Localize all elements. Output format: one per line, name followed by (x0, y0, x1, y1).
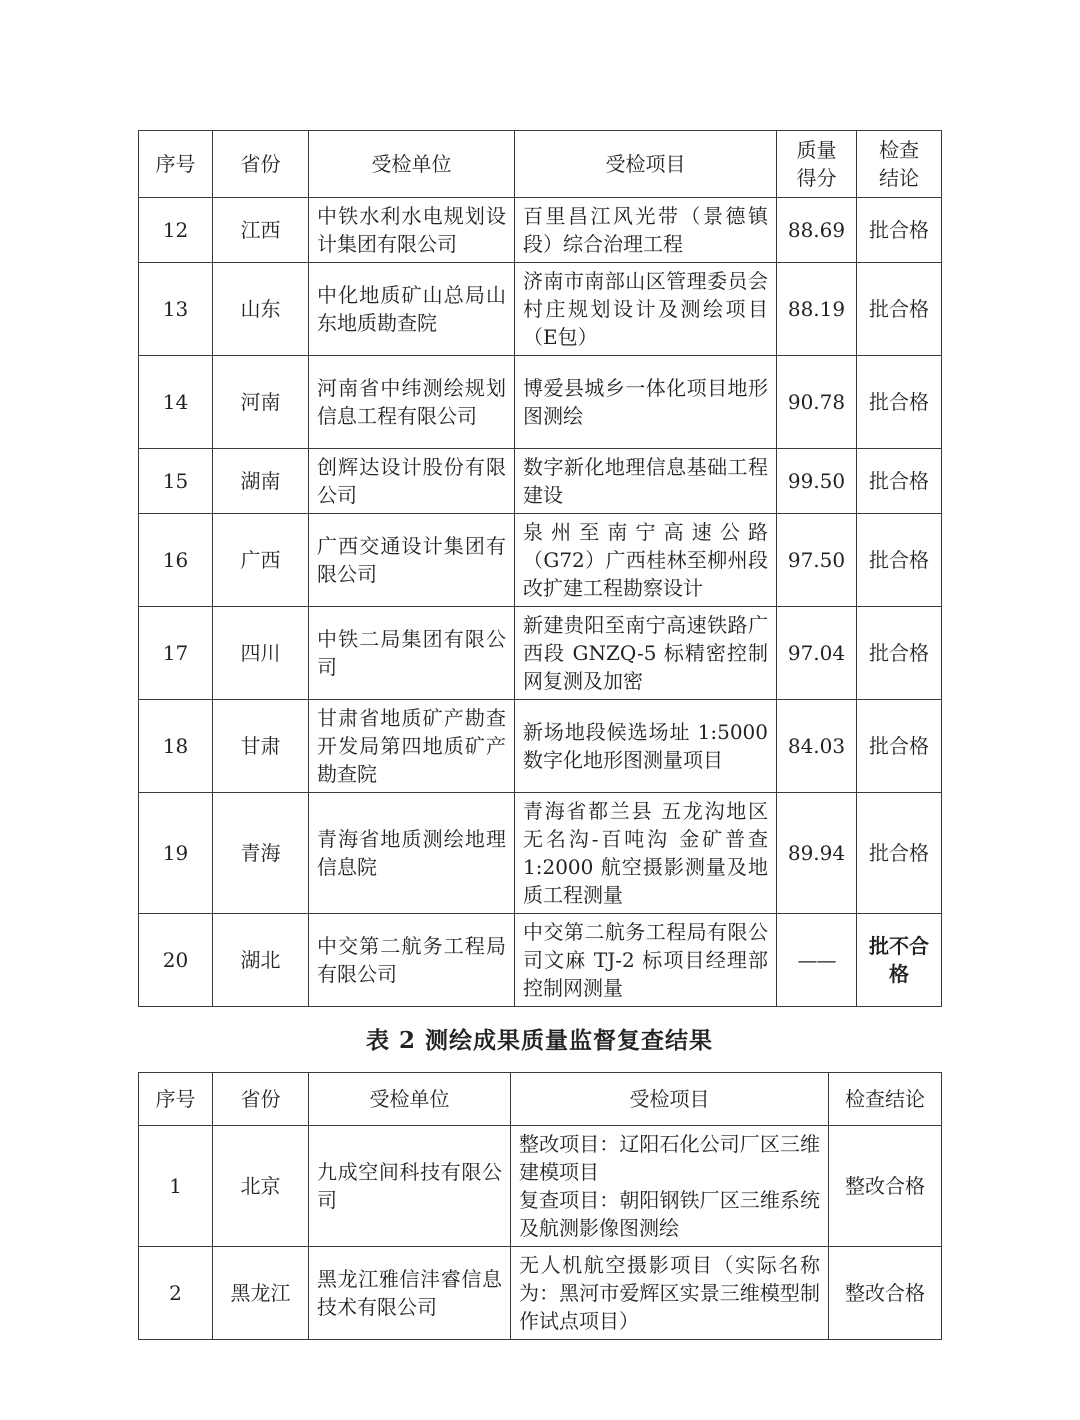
row-conclusion: 批合格 (857, 607, 942, 700)
row-project: 数字新化地理信息基础工程建设 (515, 449, 777, 514)
row-province: 河南 (213, 356, 309, 449)
review-project: 复查项目：朝阳钢铁厂区三维系统及航测影像图测绘 (519, 1188, 820, 1240)
row-unit: 中交第二航务工程局有限公司 (309, 914, 515, 1007)
row-unit: 青海省地质测绘地理信息院 (309, 793, 515, 914)
row-unit: 中化地质矿山总局山东地质勘查院 (309, 263, 515, 356)
row-score: 84.03 (777, 700, 857, 793)
table-row (139, 1126, 942, 1247)
table-caption: 表 2 测绘成果质量监督复查结果 (365, 1027, 714, 1054)
row-conclusion: 整改合格 (829, 1126, 942, 1247)
header-no: 序号 (139, 1073, 213, 1126)
row-province: 江西 (213, 198, 309, 263)
header-unit: 受检单位 (309, 1073, 511, 1126)
row-no: 16 (139, 514, 213, 607)
row-conclusion: 批合格 (857, 793, 942, 914)
row-no: 2 (139, 1247, 213, 1340)
row-no: 15 (139, 449, 213, 514)
header-score: 质量 得分 (777, 131, 857, 198)
row-project: 无人机航空摄影项目（实际名称为：黑河市爱辉区实景三维模型制作试点项目） (511, 1247, 829, 1340)
row-province: 甘肃 (213, 700, 309, 793)
row-no: 13 (139, 263, 213, 356)
row-no: 12 (139, 198, 213, 263)
table-row (139, 607, 942, 700)
row-project: 中交第二航务工程局有限公司文麻 TJ-2 标项目经理部控制网测量 (515, 914, 777, 1007)
header-unit: 受检单位 (309, 131, 515, 198)
row-unit: 创辉达设计股份有限公司 (309, 449, 515, 514)
row-no: 14 (139, 356, 213, 449)
row-province: 青海 (213, 793, 309, 914)
row-project: 新场地段候选场址 1:5000 数字化地形图测量项目 (515, 700, 777, 793)
table-row (139, 449, 942, 514)
row-unit: 中铁水利水电规划设计集团有限公司 (309, 198, 515, 263)
header-project: 受检项目 (511, 1073, 829, 1126)
row-score: 90.78 (777, 356, 857, 449)
row-conclusion: 批合格 (857, 198, 942, 263)
rectify-project: 整改项目：辽阳石化公司厂区三维建模项目 (519, 1132, 820, 1184)
header-province: 省份 (213, 1073, 309, 1126)
row-conclusion: 批合格 (857, 356, 942, 449)
header-project: 受检项目 (515, 131, 777, 198)
header-conclusion: 检查 结论 (857, 131, 942, 198)
table-header-row (139, 131, 942, 198)
row-unit: 中铁二局集团有限公司 (309, 607, 515, 700)
row-province: 广西 (213, 514, 309, 607)
row-project: 博爱县城乡一体化项目地形图测绘 (515, 356, 777, 449)
row-province: 黑龙江 (213, 1247, 309, 1340)
row-no: 17 (139, 607, 213, 700)
row-score: 88.69 (777, 198, 857, 263)
row-project: 济南市南部山区管理委员会村庄规划设计及测绘项目（E包） (515, 263, 777, 356)
row-score: 97.50 (777, 514, 857, 607)
table-row (139, 700, 942, 793)
row-project: 新建贵阳至南宁高速铁路广西段 GNZQ-5 标精密控制网复测及加密 (515, 607, 777, 700)
row-score: 88.19 (777, 263, 857, 356)
row-unit: 广西交通设计集团有限公司 (309, 514, 515, 607)
row-project: 泉州至南宁高速公路（G72）广西桂林至柳州段改扩建工程勘察设计 (515, 514, 777, 607)
table-row (139, 514, 942, 607)
table-row (139, 793, 942, 914)
table-row (139, 914, 942, 1007)
row-no: 19 (139, 793, 213, 914)
row-project (511, 1126, 829, 1247)
row-unit: 甘肃省地质矿产勘查开发局第四地质矿产勘查院 (309, 700, 515, 793)
row-unit: 黑龙江雅信沣睿信息技术有限公司 (309, 1247, 511, 1340)
header-province: 省份 (213, 131, 309, 198)
header-no: 序号 (139, 131, 213, 198)
review-result-table (138, 1072, 942, 1340)
table-row (139, 198, 942, 263)
row-no: 18 (139, 700, 213, 793)
row-province: 四川 (213, 607, 309, 700)
table-row (139, 263, 942, 356)
row-province: 北京 (213, 1126, 309, 1247)
table-header-row (139, 1073, 942, 1126)
row-score: 99.50 (777, 449, 857, 514)
row-province: 湖南 (213, 449, 309, 514)
row-province: 山东 (213, 263, 309, 356)
table-row (139, 1247, 942, 1340)
row-unit: 河南省中纬测绘规划信息工程有限公司 (309, 356, 515, 449)
row-conclusion: 批不合格 (857, 914, 942, 1007)
row-no: 1 (139, 1126, 213, 1247)
row-conclusion: 批合格 (857, 514, 942, 607)
row-conclusion: 批合格 (857, 263, 942, 356)
row-conclusion: 批合格 (857, 449, 942, 514)
row-conclusion: 整改合格 (829, 1247, 942, 1340)
table-row (139, 356, 942, 449)
row-no: 20 (139, 914, 213, 1007)
row-project: 百里昌江风光带（景德镇段）综合治理工程 (515, 198, 777, 263)
row-score: 89.94 (777, 793, 857, 914)
row-unit: 九成空间科技有限公司 (309, 1126, 511, 1247)
row-conclusion: 批合格 (857, 700, 942, 793)
row-project: 青海省都兰县 五龙沟地区无名沟-百吨沟 金矿普查 1:2000 航空摄影测量及地质工程测量 (515, 793, 777, 914)
row-score: —— (777, 914, 857, 1007)
row-score: 97.04 (777, 607, 857, 700)
quality-inspection-table (138, 130, 942, 1007)
row-province: 湖北 (213, 914, 309, 1007)
header-conclusion: 检查结论 (829, 1073, 942, 1126)
